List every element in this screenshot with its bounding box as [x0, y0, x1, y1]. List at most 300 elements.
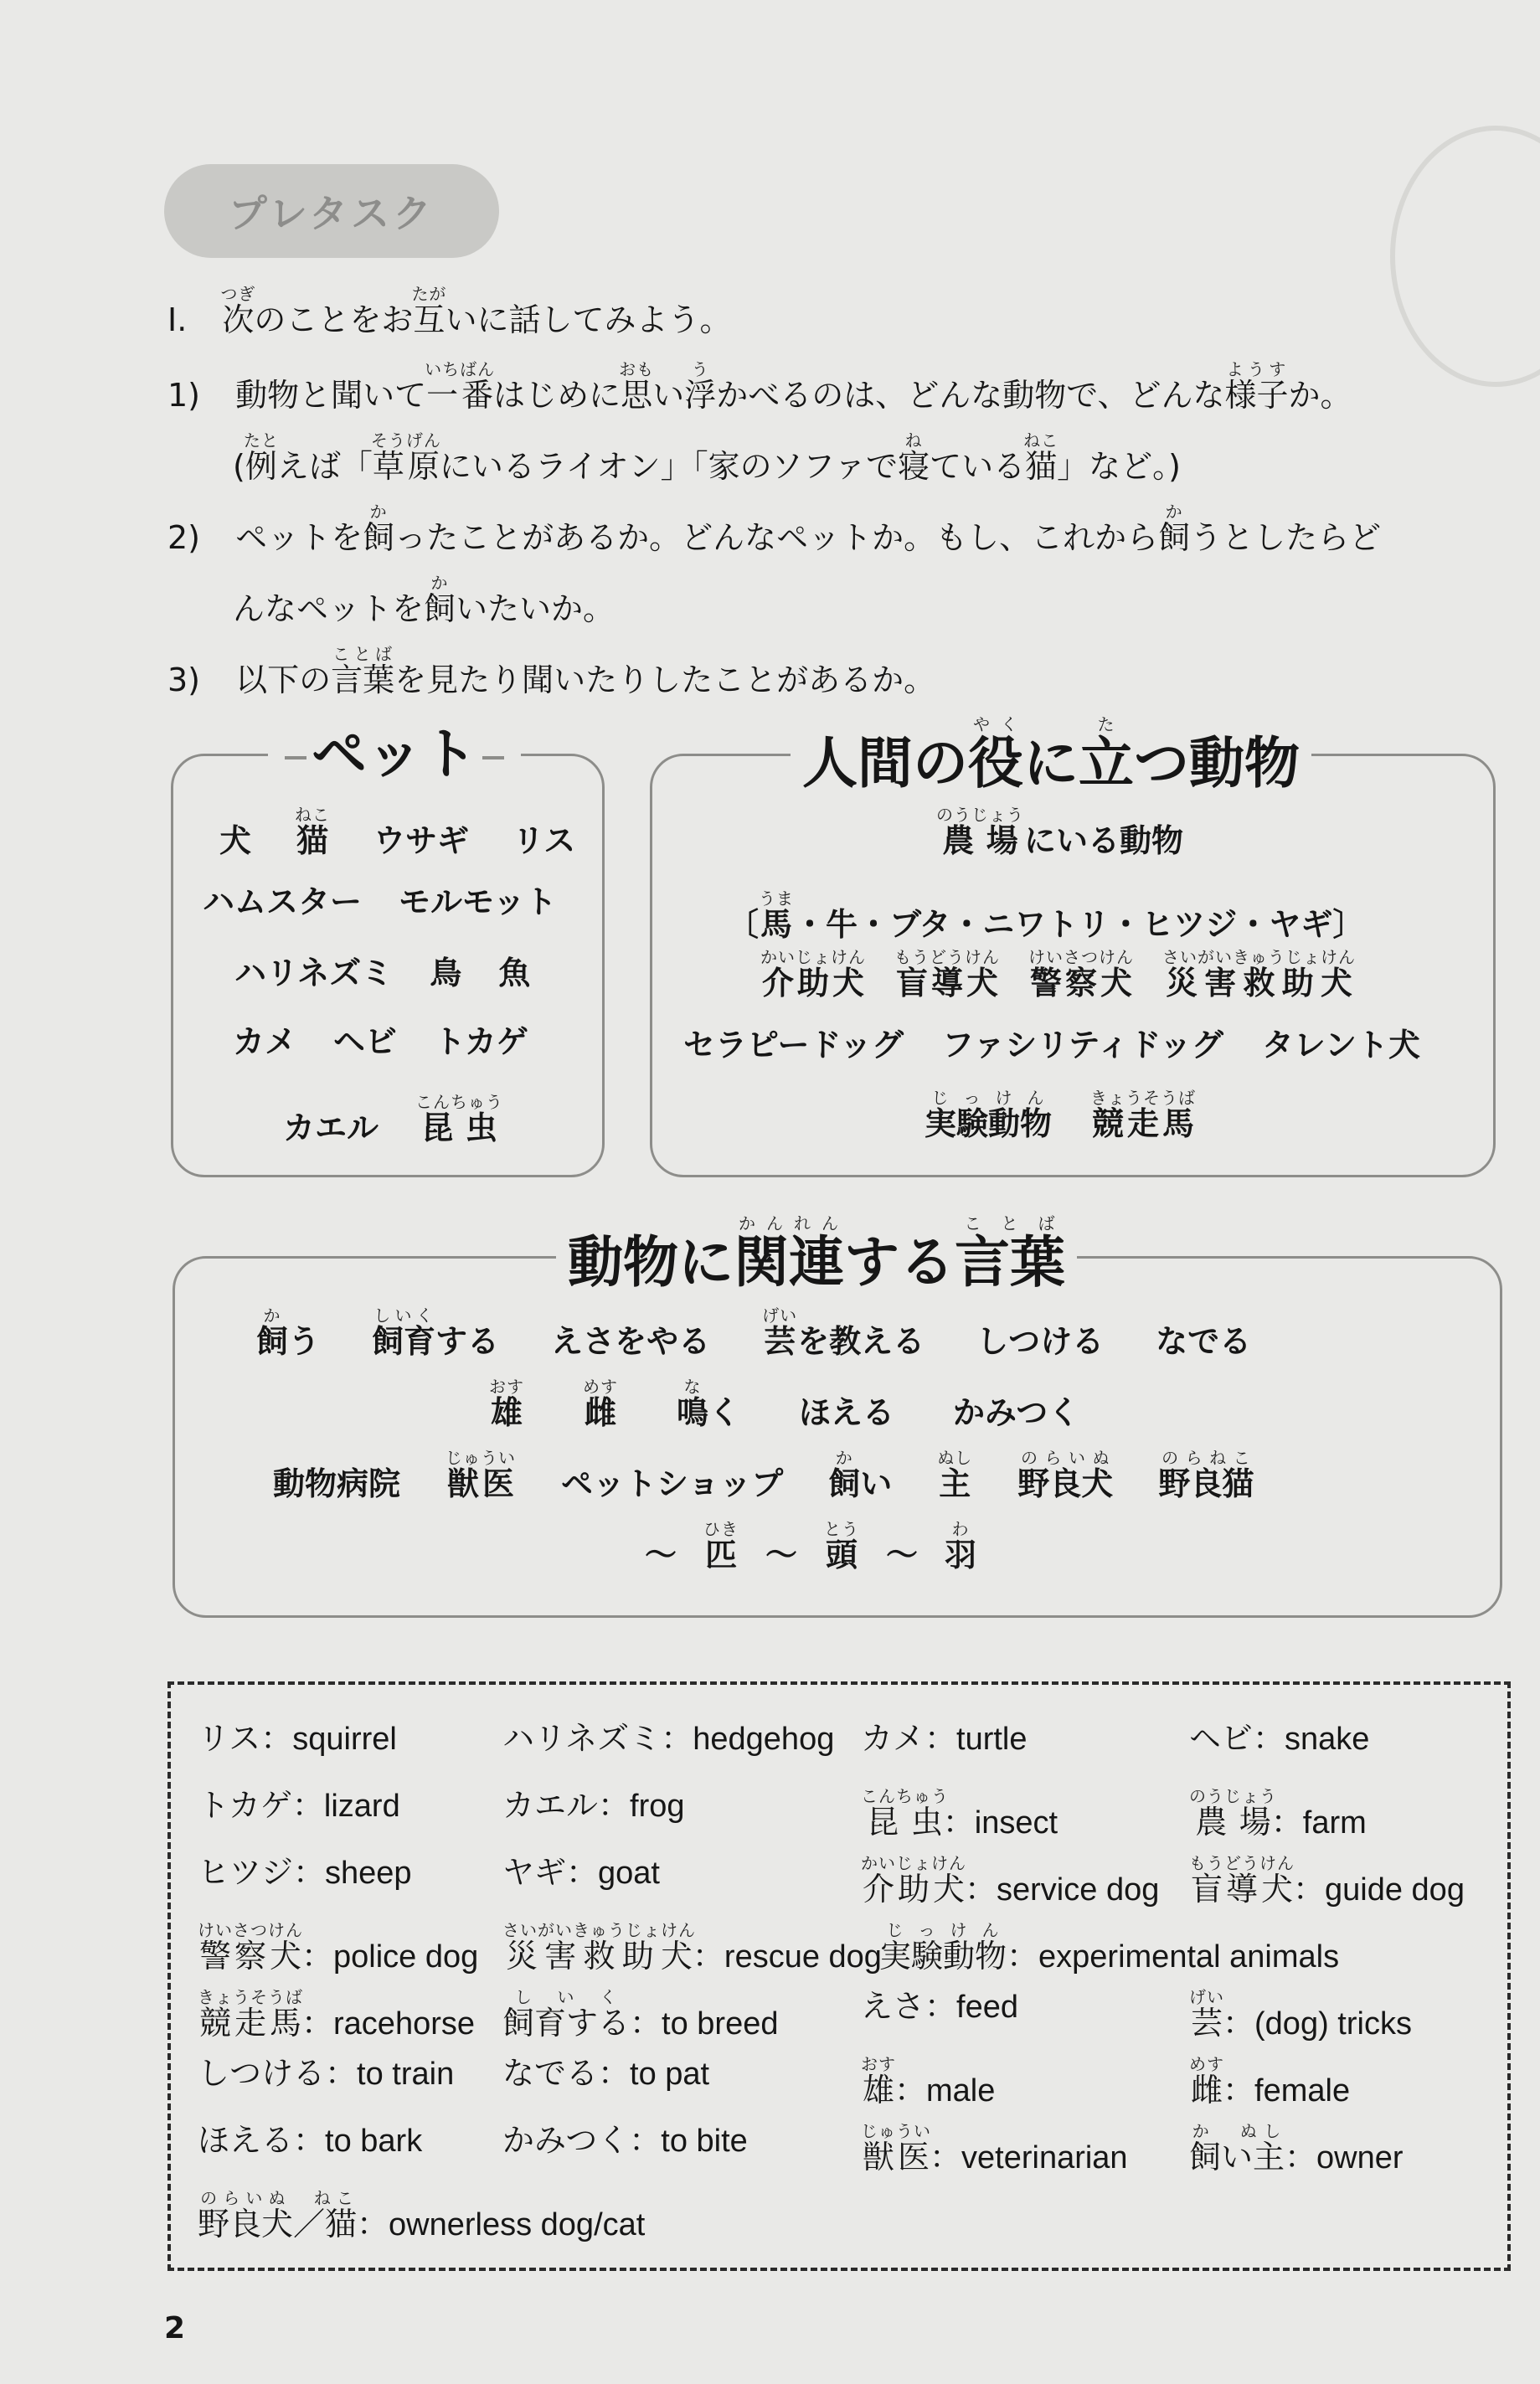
pet-word-text: ハリネズミ [234, 955, 394, 991]
vocabulary-japanese-text: カメ [861, 1720, 925, 1757]
related-word-text: 主ぬし [937, 1448, 973, 1502]
vocabulary-separator: ： [566, 1854, 599, 1891]
pet-word [333, 1023, 397, 1062]
vocabulary-japanese [1189, 1786, 1277, 1841]
vocabulary-separator: ： [598, 1787, 631, 1824]
vocabulary-english: to bite [661, 2124, 748, 2159]
vocabulary-entry [1189, 1988, 1412, 2044]
vocabulary-english: female [1254, 2073, 1351, 2109]
pet-word [219, 822, 251, 861]
vocabulary-japanese-text: 災害救助犬さいがいきゅうじょけん [502, 1920, 696, 1975]
vocabulary-separator: ： [301, 2005, 334, 2042]
question-word: 飼か [363, 502, 395, 556]
vocabulary-separator: ： [301, 1938, 334, 1975]
useful-word-text: セラピードッグ [683, 1027, 904, 1063]
vocabulary-japanese [502, 1920, 696, 1975]
vocabulary-japanese-text: しつける [198, 2055, 326, 2092]
useful-word-text: ファシリティドッグ [941, 1027, 1223, 1063]
pet-word [415, 1093, 503, 1148]
related-words-box-title [556, 1213, 1077, 1295]
vocabulary-english: sheep [325, 1856, 412, 1891]
useful-word-text: 〔 [727, 906, 760, 943]
vocabulary-entry [861, 2122, 1128, 2178]
useful-word-text: 農場のうじょう [936, 805, 1024, 859]
pet-word [203, 883, 362, 922]
related-word [828, 1449, 860, 1504]
vocabulary-japanese [198, 1920, 303, 1975]
related-word-text: 野良犬のらいぬ [1017, 1448, 1114, 1502]
pet-word [373, 822, 469, 861]
vocabulary-separator: ： [925, 1988, 957, 2025]
vocabulary-separator: ： [1285, 2139, 1317, 2175]
related-word-text: 動物病院 [273, 1465, 401, 1502]
vocabulary-japanese [1189, 2054, 1224, 2109]
vocabulary-japanese [1189, 1853, 1295, 1908]
vocabulary-separator: ： [925, 1720, 957, 1757]
question-word: 思おも [619, 359, 655, 414]
pet-word [430, 955, 461, 993]
related-word-text: を教える [797, 1323, 925, 1360]
vocabulary-separator: ： [630, 2005, 662, 2042]
pet-word-text: トカゲ [434, 1023, 528, 1060]
vocabulary-separator: ： [325, 2055, 358, 2092]
related-word [797, 1323, 925, 1362]
vocabulary-japanese [861, 1988, 925, 2025]
pet-word-text: カメ [233, 1023, 297, 1060]
pet-row [219, 806, 575, 861]
pet-word [233, 1023, 296, 1062]
useful-word-text: 実験動物じっけん [925, 1088, 1053, 1142]
question-word: 草原そうげん [370, 430, 441, 485]
related-word [945, 1520, 976, 1575]
question-word: うとしたらど [1190, 519, 1382, 556]
vocabulary-japanese [861, 1853, 966, 1908]
useful-word [894, 948, 1000, 1003]
vocabulary-entry [198, 2055, 454, 2094]
vocabulary-entry [198, 2122, 422, 2161]
question-word: か。 [1288, 377, 1352, 414]
question-word: かべるのは、どんな動物で、どんな [716, 377, 1225, 414]
vocabulary-japanese [1189, 1987, 1224, 2042]
vocabulary-japanese [198, 1720, 260, 1757]
vocabulary-entry [198, 1854, 412, 1893]
vocabulary-japanese-text: 雌めす [1189, 2054, 1224, 2109]
related-word-text: しつける [976, 1323, 1105, 1360]
vocabulary-english: insect [974, 1805, 1058, 1841]
useful-word-text: タレント犬 [1261, 1027, 1420, 1063]
vocabulary-english: service dog [997, 1872, 1160, 1908]
related-word [561, 1465, 783, 1504]
useful-word [925, 1089, 1052, 1144]
related-word [886, 1537, 918, 1575]
vocabulary-english: veterinarian [961, 2140, 1128, 2175]
vocabulary-english: squirrel [292, 1722, 397, 1757]
related-word [288, 1323, 320, 1362]
vocabulary-separator: ： [357, 2206, 389, 2242]
question-word: 例たと [243, 430, 279, 485]
vocabulary-japanese-text: ほえる [198, 2122, 294, 2159]
related-word-text: 雌めす [583, 1377, 618, 1431]
vocabulary-entry [502, 1988, 778, 2044]
question-word: んなペットを [233, 590, 425, 627]
pet-box-title: ペット [268, 727, 521, 782]
vocabulary-japanese-text: 警察犬けいさつけん [198, 1920, 303, 1975]
section-label-pill [164, 164, 499, 258]
related-word-text: 飼か [828, 1448, 861, 1502]
question-word: いたいか。 [456, 590, 615, 627]
vocabulary-separator: ： [629, 2122, 662, 2159]
vocabulary-english: rescue dog [724, 1939, 882, 1975]
vocabulary-separator: ： [692, 1938, 724, 1975]
related-word-text: 獣医じゅうい [446, 1448, 517, 1502]
vocabulary-english: to train [357, 2057, 455, 2092]
useful-title-word: 立た [1079, 714, 1134, 796]
vocabulary-english: turtle [956, 1722, 1028, 1757]
vocabulary-japanese-text: 飼育するしいく [502, 1987, 631, 2042]
pet-word [399, 883, 557, 922]
vocabulary-japanese-text: トカゲ [198, 1787, 292, 1824]
vocabulary-entry [198, 1921, 478, 1977]
instruction-number: I. [167, 301, 188, 338]
related-word-text: い [860, 1465, 893, 1502]
useful-title-word: に [1023, 731, 1079, 796]
related-word [762, 1306, 797, 1362]
vocabulary-english: ownerless dog/cat [389, 2207, 646, 2242]
useful-word-text: 競走馬きょうそうば [1090, 1088, 1197, 1142]
vocabulary-separator: ： [1223, 2072, 1255, 2109]
vocabulary-entry [1189, 1787, 1367, 1843]
question-2-line-1 [167, 502, 1381, 559]
question-text [235, 644, 936, 698]
vocabulary-japanese [861, 2054, 896, 2109]
useful-word [794, 906, 1364, 945]
pet-word-text: モルモット [399, 883, 557, 920]
pet-word-text: ウサギ [373, 822, 470, 859]
vocabulary-english: racehorse [333, 2006, 475, 2042]
related-title-word: 動物に [568, 1230, 734, 1295]
instruction-word: 互たが [411, 284, 447, 338]
question-text [235, 502, 1382, 556]
related-word-text: 羽わ [945, 1519, 977, 1573]
question-text [233, 573, 615, 627]
vocabulary-english: snake [1285, 1722, 1370, 1757]
vocabulary-separator: ： [1223, 2005, 1255, 2042]
related-word [824, 1520, 859, 1575]
pet-word-text: 鳥 [430, 955, 462, 991]
related-word [583, 1377, 618, 1433]
vocabulary-japanese [502, 2055, 598, 2092]
vocabulary-english: to bark [325, 2124, 423, 2159]
related-word-text: 野良猫のらねこ [1158, 1448, 1254, 1502]
useful-row [760, 948, 1356, 1003]
question-word: を見たり聞いたりしたことがあるか。 [394, 662, 936, 698]
related-word [799, 1394, 894, 1433]
pet-word [295, 806, 330, 861]
vocabulary-japanese-text: ヒツジ [198, 1854, 294, 1891]
question-word: はじめに [493, 377, 621, 414]
vocabulary-separator: ： [1253, 1720, 1285, 1757]
question-word: 猫ねこ [1023, 430, 1059, 485]
vocabulary-japanese [198, 1787, 292, 1824]
pet-row [203, 883, 557, 922]
related-word-text: 飼か [256, 1305, 289, 1360]
vocabulary-japanese-text: リス [198, 1720, 261, 1757]
vocabulary-japanese [502, 1987, 631, 2042]
vocabulary-japanese-text: 競走馬きょうそうば [198, 1987, 303, 2042]
vocabulary-english: owner [1316, 2140, 1404, 2175]
vocabulary-entry [502, 2055, 709, 2094]
related-word-text: 鳴な [677, 1377, 709, 1431]
useful-word [683, 1027, 904, 1065]
related-word [976, 1323, 1104, 1362]
question-word: 言葉ことば [331, 644, 395, 698]
vocabulary-entry [879, 1921, 1339, 1977]
vocabulary-japanese-text: 野良犬／猫のらいぬ ねこ [198, 2188, 358, 2242]
question-word: ( [233, 448, 245, 485]
vocabulary-separator: ： [1270, 1804, 1303, 1841]
vocabulary-english: feed [956, 1990, 1018, 2025]
related-word-text: ほえる [799, 1394, 895, 1431]
vocabulary-separator: ： [930, 2139, 962, 2175]
related-word-text: えさをやる [551, 1323, 711, 1360]
related-word-text: する [435, 1323, 500, 1360]
question-3-line-1 [167, 645, 935, 701]
useful-word-text: ・牛・ブタ・ニワトリ・ヒツジ・ヤギ〕 [794, 906, 1365, 943]
vocabulary-japanese-text: えさ [861, 1988, 925, 2025]
question-1-line-2 [233, 431, 1181, 487]
vocabulary-entry [861, 1720, 1028, 1759]
instruction-text [220, 284, 732, 338]
vocabulary-japanese-text: 獣医じゅうい [861, 2121, 931, 2175]
related-word-text: 〜 [886, 1537, 919, 1573]
question-number: 1) [167, 377, 201, 414]
related-word-text: 頭とう [824, 1519, 860, 1573]
related-word [446, 1449, 516, 1504]
pet-word-text: ハムスター [203, 883, 363, 920]
related-word-text: く [708, 1394, 741, 1431]
related-word-text: う [288, 1323, 321, 1360]
instruction-word: のことをお [254, 301, 414, 338]
related-word [273, 1465, 400, 1504]
instruction-word: してみよう。 [540, 301, 732, 338]
vocabulary-japanese-text: ヤギ [502, 1854, 567, 1891]
useful-word [727, 906, 759, 945]
related-word-text: 〜 [765, 1537, 798, 1573]
question-word: 飼か [1158, 502, 1191, 556]
vocabulary-japanese-text: カエル [502, 1787, 599, 1824]
pet-word-text: カエル [283, 1110, 379, 1146]
question-word: えば「 [276, 448, 373, 485]
vocabulary-separator: ： [1007, 1938, 1039, 1975]
pet-word [498, 955, 530, 993]
vocabulary-english: (dog) tricks [1254, 2006, 1412, 2042]
question-word: 寝ね [898, 430, 930, 485]
vocabulary-japanese-text: 雄おす [861, 2054, 896, 2109]
related-word-text: 〜 [645, 1537, 677, 1573]
vocabulary-japanese-text: かみつく [502, 2122, 630, 2159]
useful-word [1262, 1027, 1420, 1065]
related-word-text: 飼育しいく [372, 1305, 436, 1360]
related-word [765, 1537, 797, 1575]
instruction-word: いに [445, 301, 509, 338]
question-word: 様子ようす [1224, 359, 1289, 414]
vocabulary-japanese [502, 1854, 566, 1891]
related-word-text: かみつく [953, 1394, 1080, 1431]
related-title-word: する [844, 1230, 955, 1295]
question-number: 2) [167, 519, 201, 556]
pet-row [233, 1023, 528, 1062]
useful-row [727, 889, 1364, 945]
related-word [489, 1377, 524, 1433]
question-word: ったことがあるか。どんなペットか。もし、これから [394, 519, 1159, 556]
question-text [233, 430, 1181, 485]
vocabulary-separator: ： [260, 1720, 293, 1757]
vocabulary-japanese [861, 2121, 931, 2175]
related-word [372, 1306, 435, 1362]
vocabulary-japanese [861, 1786, 949, 1841]
pet-word-text: 魚 [498, 955, 531, 991]
vocabulary-english: experimental animals [1038, 1939, 1340, 1975]
pet-word-text: 犬 [219, 822, 252, 859]
related-title-word: 言葉ことば [955, 1213, 1065, 1295]
vocabulary-japanese-text: ヘビ [1189, 1720, 1254, 1757]
useful-word [1090, 1089, 1196, 1144]
pet-word [512, 822, 575, 861]
related-word-text: ペットショップ [561, 1465, 784, 1502]
vocabulary-entry [861, 1854, 1159, 1910]
useful-animals-box-title [791, 714, 1311, 796]
pet-row [283, 1093, 503, 1148]
related-word [677, 1377, 708, 1433]
instruction-word: 話 [508, 301, 541, 338]
instruction-line [167, 285, 732, 341]
instruction-word: 次つぎ [220, 284, 256, 338]
useful-title-word: つ動物 [1134, 731, 1300, 796]
pet-word [283, 1110, 379, 1148]
vocabulary-entry [1189, 2122, 1404, 2178]
vocabulary-japanese-text: 飼い主か ぬし [1189, 2121, 1285, 2175]
vocabulary-japanese-text: 実験動物じっけん [879, 1920, 1007, 1975]
related-word [708, 1394, 740, 1433]
related-word [703, 1520, 739, 1575]
vocabulary-entry [861, 1787, 1058, 1843]
useful-word-text: 馬うま [759, 888, 795, 943]
vocabulary-entry [502, 1921, 882, 1977]
related-word-text: 芸げい [762, 1305, 798, 1360]
vocabulary-entry [198, 1720, 397, 1759]
vocabulary-entry [1189, 1720, 1369, 1759]
useful-row [936, 806, 1183, 861]
related-word [937, 1449, 972, 1504]
vocabulary-japanese-text: 介助犬かいじょけん [861, 1853, 966, 1908]
vocabulary-separator: ： [965, 1871, 997, 1908]
vocabulary-japanese-text: 昆虫こんちゅう [861, 1786, 949, 1841]
vocabulary-japanese-text: ハリネズミ [502, 1720, 662, 1757]
vocabulary-japanese [198, 1854, 293, 1891]
question-word: にいるライオン」「家のソファで [439, 448, 899, 485]
vocabulary-japanese [1189, 2121, 1285, 2175]
section-label: プレタスク [228, 191, 435, 236]
vocabulary-english: farm [1302, 1805, 1367, 1841]
related-word [1158, 1449, 1254, 1504]
vocabulary-entry [198, 2189, 645, 2245]
vocabulary-english: to pat [630, 2057, 710, 2092]
useful-row [683, 1027, 1420, 1065]
vocabulary-entry [198, 1787, 400, 1826]
related-word [860, 1465, 892, 1504]
vocabulary-english: guide dog [1325, 1872, 1465, 1908]
question-word: 飼か [424, 573, 456, 627]
vocabulary-japanese [861, 1720, 925, 1757]
related-word [1156, 1323, 1251, 1362]
vocabulary-entry [1189, 1854, 1465, 1910]
vocabulary-english: police dog [333, 1939, 479, 1975]
vocabulary-japanese [1189, 1720, 1253, 1757]
question-1-line-1 [167, 360, 1352, 416]
vocabulary-english: goat [598, 1856, 660, 1891]
vocabulary-entry [502, 1854, 660, 1893]
related-word [953, 1394, 1079, 1433]
question-word: 以下の [235, 662, 332, 698]
question-word: い [652, 377, 685, 414]
vocabulary-japanese [502, 1787, 598, 1824]
question-word: 」など。) [1057, 448, 1181, 485]
vocabulary-japanese [198, 2122, 293, 2159]
useful-word-text: にいる動物 [1024, 822, 1184, 859]
related-row [273, 1449, 1254, 1504]
question-word: 一番いちばん [425, 359, 496, 414]
related-word-text: 匹ひき [703, 1519, 739, 1573]
related-word [256, 1306, 288, 1362]
vocabulary-entry [861, 2055, 995, 2111]
useful-title-word: 役やく [968, 714, 1023, 796]
question-text [235, 359, 1352, 414]
related-word [1017, 1449, 1113, 1504]
vocabulary-japanese [198, 2055, 325, 2092]
vocabulary-separator: ： [894, 2072, 927, 2109]
vocabulary-entry [502, 1720, 834, 1759]
pet-word-text: 猫ねこ [295, 805, 331, 859]
vocabulary-japanese [198, 2188, 358, 2242]
useful-word [936, 806, 1024, 861]
vocabulary-separator: ： [293, 2122, 326, 2159]
vocabulary-entry [1189, 2055, 1350, 2111]
pet-row [234, 955, 530, 993]
related-word [551, 1323, 710, 1362]
pet-word-text: ヘビ [333, 1023, 398, 1060]
question-number: 3) [167, 662, 201, 698]
vocabulary-separator: ： [1293, 1871, 1326, 1908]
related-row [645, 1520, 976, 1575]
vocabulary-english: lizard [323, 1789, 400, 1824]
pet-word-text: 昆虫こんちゅう [415, 1092, 504, 1146]
vocabulary-english: frog [630, 1789, 685, 1824]
question-word: ペットを [235, 519, 363, 556]
question-word: 動物と聞いて [235, 377, 427, 414]
related-word [645, 1537, 677, 1575]
useful-word-text: 盲導犬もうどうけん [894, 947, 1000, 1001]
vocabulary-entry [861, 1988, 1018, 2027]
question-word: 浮う [684, 359, 717, 414]
vocabulary-separator: ： [942, 1804, 975, 1841]
vocabulary-entry [502, 2122, 748, 2161]
vocabulary-japanese-text: なでる [502, 2055, 599, 2092]
vocabulary-japanese-text: 盲導犬もうどうけん [1189, 1853, 1295, 1908]
question-word: ている [930, 448, 1026, 485]
pet-word [234, 955, 393, 993]
vocabulary-japanese [502, 2122, 629, 2159]
useful-word [759, 889, 794, 945]
